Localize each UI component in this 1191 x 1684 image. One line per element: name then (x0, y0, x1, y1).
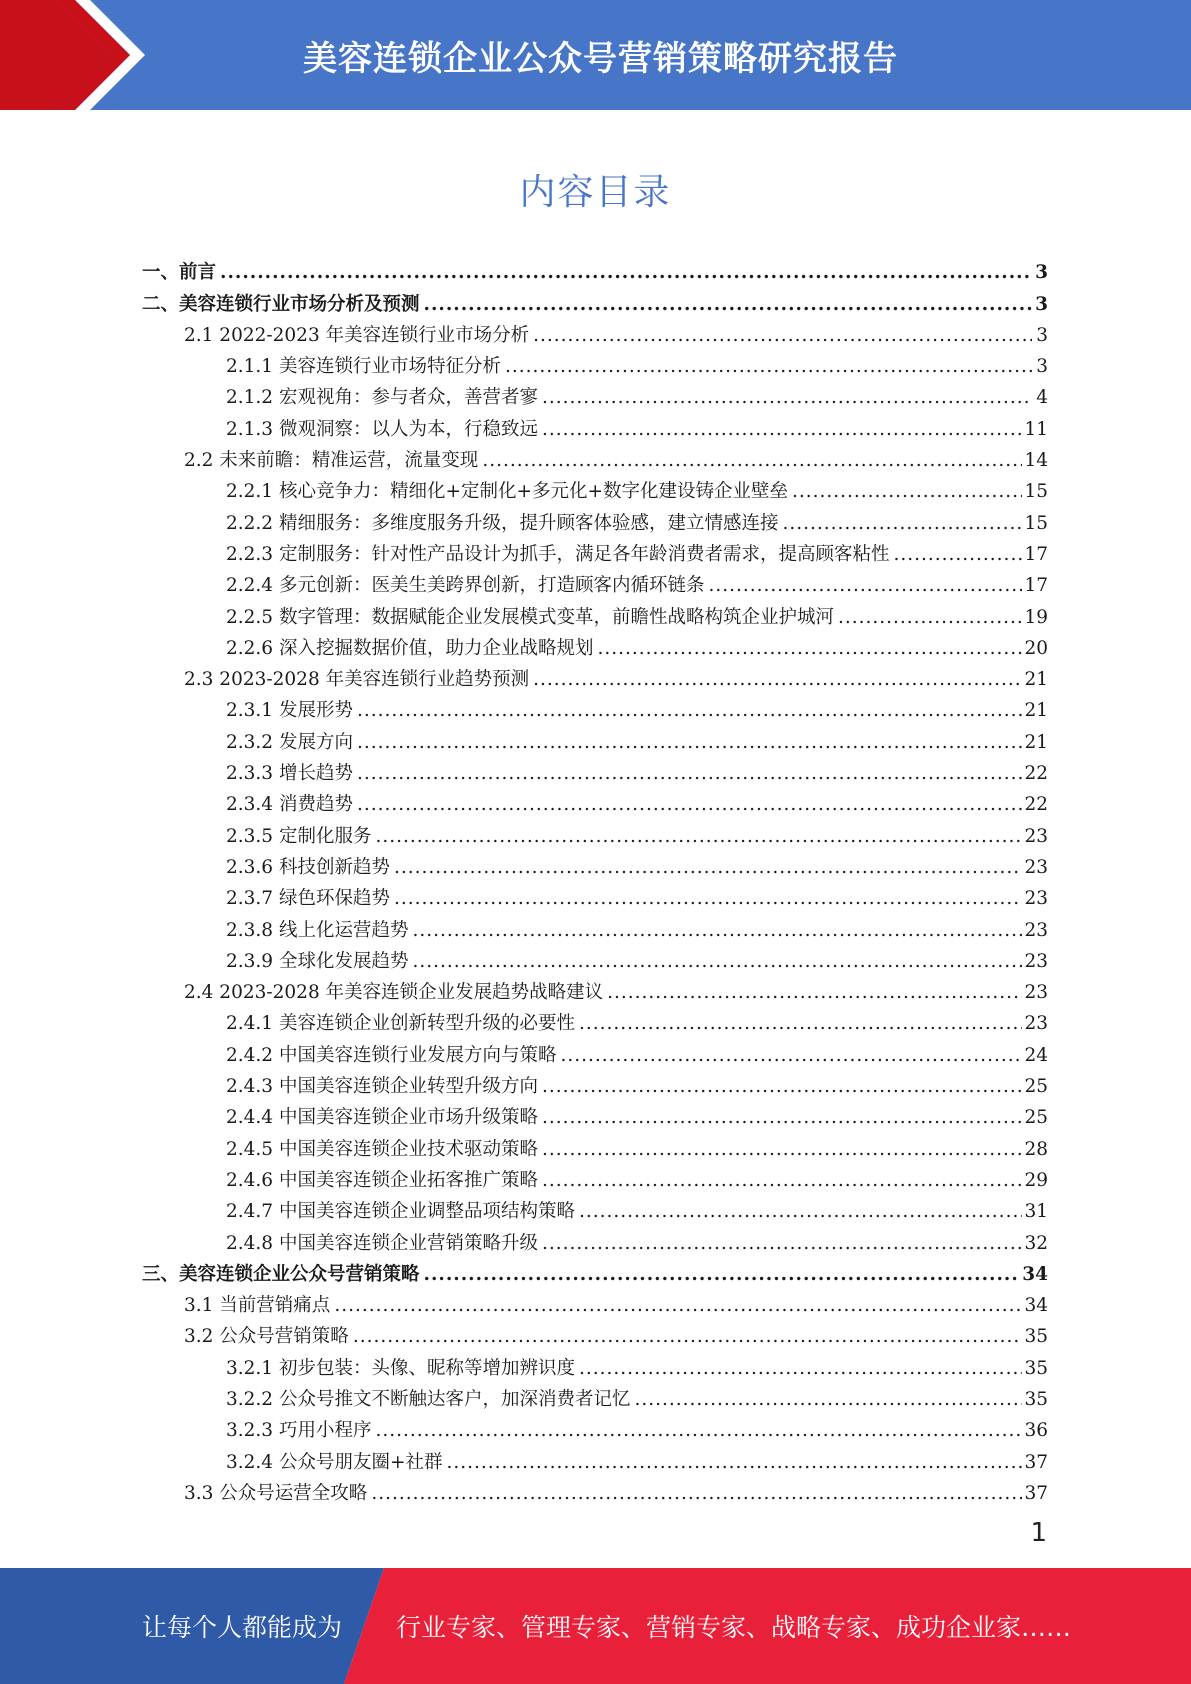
toc-entry-page: 19 (1024, 606, 1048, 628)
toc-entry[interactable] (142, 597, 1048, 628)
toc-entry-page: 11 (1024, 418, 1048, 440)
footer-banner (0, 1568, 1191, 1684)
toc-entry-page: 35 (1024, 1326, 1048, 1348)
toc-entry-title: 2.2.2 精细服务：多维度服务升级，提升顾客体验感，建立情感连接 (226, 512, 779, 534)
toc-entry-page: 29 (1024, 1169, 1048, 1191)
report-title: 美容连锁企业公众号营销策略研究报告 (303, 38, 898, 79)
toc-entry-page: 34 (1024, 1295, 1048, 1317)
toc-entry-title: 3.3 公众号运营全攻略 (184, 1482, 368, 1504)
toc-entry-title: 2.3.5 定制化服务 (226, 825, 372, 847)
toc-entry[interactable] (142, 1004, 1048, 1035)
toc-entry-page: 25 (1024, 1076, 1048, 1098)
toc-entry-page: 4 (1036, 387, 1048, 409)
toc-entry-page: 31 (1024, 1201, 1048, 1223)
toc-entry[interactable] (142, 1161, 1048, 1192)
toc-entry-title: 3.2.4 公众号朋友圈+社群 (226, 1451, 443, 1473)
toc-entry-title: 2.3.2 发展方向 (226, 731, 353, 753)
toc-entry[interactable] (142, 910, 1048, 941)
toc-leader-dots (634, 1389, 1022, 1411)
toc-entry[interactable] (142, 1129, 1048, 1160)
toc-leader-dots (542, 419, 1022, 441)
toc-entry-title: 2.4 2023-2028 年美容连锁企业发展趋势战略建议 (184, 982, 604, 1004)
toc-leader-dots (542, 1107, 1022, 1129)
toc-entry-title: 2.2.4 多元创新：医美生美跨界创新，打造顾客内循环链条 (226, 575, 705, 597)
toc-leader-dots (533, 325, 1032, 347)
toc-entry[interactable] (142, 722, 1048, 753)
toc-entry-page: 23 (1024, 982, 1048, 1004)
toc-leader-dots (579, 1013, 1022, 1035)
toc-entry-title: 2.2 未来前瞻：精准运营，流量变现 (184, 450, 479, 472)
toc-entry-page: 17 (1024, 543, 1048, 565)
toc-entry-title: 2.2.1 核心竞争力：精细化+定制化+多元化+数字化建设铸企业壁垒 (226, 481, 788, 503)
toc-entry-page: 37 (1024, 1482, 1048, 1504)
toc-leader-dots (424, 1264, 1021, 1286)
toc-leader-dots (357, 763, 1023, 785)
toc-leader-dots (542, 1233, 1022, 1255)
toc-entry-page: 23 (1024, 919, 1048, 941)
toc-leader-dots (579, 1358, 1022, 1380)
toc-entry-page: 20 (1024, 637, 1048, 659)
toc-entry[interactable] (142, 1286, 1048, 1317)
toc-entry[interactable] (142, 566, 1048, 597)
toc-entry-title: 2.4.2 中国美容连锁行业发展方向与策略 (226, 1044, 557, 1066)
toc-entry-page: 15 (1024, 512, 1048, 534)
toc-entry-page: 28 (1024, 1138, 1048, 1160)
table-of-contents (142, 253, 1048, 1505)
toc-leader-dots (334, 1295, 1022, 1317)
toc-entry-page: 3 (1035, 293, 1048, 315)
toc-entry[interactable] (142, 1380, 1048, 1411)
toc-entry-title: 3.2.1 初步包装：头像、昵称等增加辨识度 (226, 1357, 575, 1379)
toc-entry-title: 2.2.3 定制服务：针对性产品设计为抓手，满足各年龄消费者需求，提高顾客粘性 (226, 543, 890, 565)
toc-entry-title: 2.4.3 中国美容连锁企业转型升级方向 (226, 1076, 538, 1098)
toc-entry[interactable] (142, 1317, 1048, 1348)
toc-entry-title: 3.2.3 巧用小程序 (226, 1420, 372, 1442)
toc-entry[interactable] (142, 1067, 1048, 1098)
toc-leader-dots (533, 669, 1022, 691)
toc-entry-title: 2.3.1 发展形势 (226, 700, 353, 722)
toc-leader-dots (375, 1420, 1022, 1442)
toc-entry[interactable] (142, 253, 1048, 284)
toc-entry[interactable] (142, 942, 1048, 973)
toc-entry-title: 2.4.4 中国美容连锁企业市场升级策略 (226, 1107, 538, 1129)
toc-entry-page: 3 (1036, 356, 1048, 378)
toc-entry-title: 2.4.6 中国美容连锁企业拓客推广策略 (226, 1169, 538, 1191)
toc-leader-dots (542, 1170, 1022, 1192)
toc-leader-dots (220, 262, 1032, 284)
toc-entry-title: 三、美容连锁企业公众号营销策略 (142, 1263, 420, 1285)
toc-entry[interactable] (142, 535, 1048, 566)
toc-entry-title: 2.1.2 宏观视角：参与者众，善营者寥 (226, 387, 538, 409)
toc-entry-page: 21 (1024, 731, 1048, 753)
toc-entry-page: 35 (1024, 1388, 1048, 1410)
toc-entry-title: 2.3 2023-2028 年美容连锁行业趋势预测 (184, 669, 530, 691)
toc-leader-dots (412, 920, 1022, 942)
toc-entry[interactable] (142, 785, 1048, 816)
toc-leader-dots (357, 794, 1023, 816)
toc-entry-page: 35 (1024, 1357, 1048, 1379)
toc-entry-page: 23 (1024, 856, 1048, 878)
toc-entry[interactable] (142, 409, 1048, 440)
header-banner (0, 0, 1191, 110)
toc-entry-page: 15 (1024, 481, 1048, 503)
toc-entry-page: 22 (1024, 794, 1048, 816)
toc-heading: 内容目录 (519, 172, 672, 213)
toc-entry-page: 21 (1024, 669, 1048, 691)
toc-entry-title: 2.3.9 全球化发展趋势 (226, 950, 409, 972)
toc-entry-title: 2.4.1 美容连锁企业创新转型升级的必要性 (226, 1013, 575, 1035)
toc-entry-title: 3.2.2 公众号推文不断触达客户，加深消费者记忆 (226, 1388, 631, 1410)
toc-entry[interactable] (142, 1098, 1048, 1129)
toc-entry-title: 2.2.5 数字管理：数据赋能企业发展模式变革，前瞻性战略构筑企业护城河 (226, 606, 834, 628)
toc-entry[interactable] (142, 1474, 1048, 1505)
toc-entry-page: 37 (1024, 1451, 1048, 1473)
toc-entry-title: 2.1.3 微观洞察：以人为本，行稳致远 (226, 418, 538, 440)
toc-leader-dots (560, 1045, 1022, 1067)
footer-slogan-left: 让每个人都能成为 (142, 1613, 343, 1642)
toc-entry-title: 2.3.7 绿色环保趋势 (226, 888, 390, 910)
toc-entry[interactable] (142, 1223, 1048, 1254)
toc-entry[interactable] (142, 1192, 1048, 1223)
toc-entry-title: 3.1 当前营销痛点 (184, 1295, 331, 1317)
toc-entry[interactable] (142, 316, 1048, 347)
toc-entry-page: 34 (1022, 1263, 1048, 1285)
toc-entry-page: 3 (1035, 262, 1048, 284)
toc-entry-title: 2.4.5 中国美容连锁企业技术驱动策略 (226, 1138, 538, 1160)
toc-entry[interactable] (142, 629, 1048, 660)
toc-entry[interactable] (142, 1255, 1048, 1286)
toc-leader-dots (482, 450, 1022, 472)
toc-entry[interactable] (142, 691, 1048, 722)
toc-leader-dots (424, 294, 1032, 316)
toc-entry-title: 一、前言 (142, 262, 217, 284)
toc-entry-title: 3.2 公众号营销策略 (184, 1326, 349, 1348)
toc-entry-page: 25 (1024, 1107, 1048, 1129)
toc-entry-title: 2.3.4 消费趋势 (226, 794, 353, 816)
toc-leader-dots (542, 1076, 1022, 1098)
toc-leader-dots (708, 575, 1022, 597)
toc-entry-title: 二、美容连锁行业市场分析及预测 (142, 293, 420, 315)
toc-entry[interactable] (142, 754, 1048, 785)
toc-leader-dots (357, 700, 1023, 722)
toc-entry[interactable] (142, 879, 1048, 910)
toc-entry-title: 2.1 2022-2023 年美容连锁行业市场分析 (184, 324, 530, 346)
toc-leader-dots (394, 857, 1022, 879)
footer-slogan-right: 行业专家、管理专家、营销专家、战略专家、成功企业家…… (396, 1613, 1072, 1642)
toc-leader-dots (412, 951, 1022, 973)
toc-leader-dots (371, 1483, 1022, 1505)
toc-entry[interactable] (142, 973, 1048, 1004)
toc-entry-page: 3 (1036, 324, 1048, 346)
toc-leader-dots (597, 638, 1022, 660)
toc-entry-page: 23 (1024, 888, 1048, 910)
toc-entry[interactable] (142, 1442, 1048, 1473)
toc-leader-dots (838, 607, 1022, 629)
toc-entry[interactable] (142, 848, 1048, 879)
toc-entry-title: 2.4.8 中国美容连锁企业营销策略升级 (226, 1232, 538, 1254)
toc-entry[interactable] (142, 503, 1048, 534)
toc-entry[interactable] (142, 378, 1048, 409)
toc-entry[interactable] (142, 660, 1048, 691)
toc-entry-page: 32 (1024, 1232, 1048, 1254)
toc-entry-title: 2.3.8 线上化运营趋势 (226, 919, 409, 941)
toc-entry-title: 2.3.3 增长趋势 (226, 763, 353, 785)
toc-leader-dots (542, 387, 1032, 409)
toc-entry-page: 22 (1024, 763, 1048, 785)
toc-leader-dots (353, 1326, 1023, 1348)
toc-entry-title: 2.3.6 科技创新趋势 (226, 856, 390, 878)
page-number: 1 (1030, 1518, 1047, 1548)
toc-leader-dots (505, 356, 1032, 378)
toc-leader-dots (893, 544, 1022, 566)
toc-entry-page: 23 (1024, 950, 1048, 972)
toc-leader-dots (446, 1452, 1022, 1474)
toc-entry-title: 2.1.1 美容连锁行业市场特征分析 (226, 356, 501, 378)
toc-leader-dots (579, 1201, 1022, 1223)
toc-entry[interactable] (142, 1035, 1048, 1066)
toc-entry-page: 17 (1024, 575, 1048, 597)
toc-entry-page: 24 (1024, 1044, 1048, 1066)
toc-entry[interactable] (142, 1411, 1048, 1442)
toc-entry[interactable] (142, 284, 1048, 315)
toc-entry[interactable] (142, 816, 1048, 847)
toc-entry-page: 21 (1024, 700, 1048, 722)
toc-leader-dots (375, 826, 1022, 848)
toc-entry[interactable] (142, 441, 1048, 472)
toc-leader-dots (394, 888, 1022, 910)
toc-entry-page: 23 (1024, 1013, 1048, 1035)
toc-leader-dots (357, 732, 1023, 754)
toc-leader-dots (607, 982, 1022, 1004)
toc-entry[interactable] (142, 1348, 1048, 1379)
toc-entry[interactable] (142, 347, 1048, 378)
toc-entry-title: 2.4.7 中国美容连锁企业调整品项结构策略 (226, 1201, 575, 1223)
toc-entry-page: 36 (1024, 1420, 1048, 1442)
toc-leader-dots (792, 481, 1022, 503)
toc-entry-title: 2.2.6 深入挖掘数据价值，助力企业战略规划 (226, 637, 594, 659)
toc-entry-page: 14 (1024, 450, 1048, 472)
toc-entry[interactable] (142, 472, 1048, 503)
toc-leader-dots (542, 1139, 1022, 1161)
toc-entry-page: 23 (1024, 825, 1048, 847)
toc-leader-dots (782, 513, 1022, 535)
